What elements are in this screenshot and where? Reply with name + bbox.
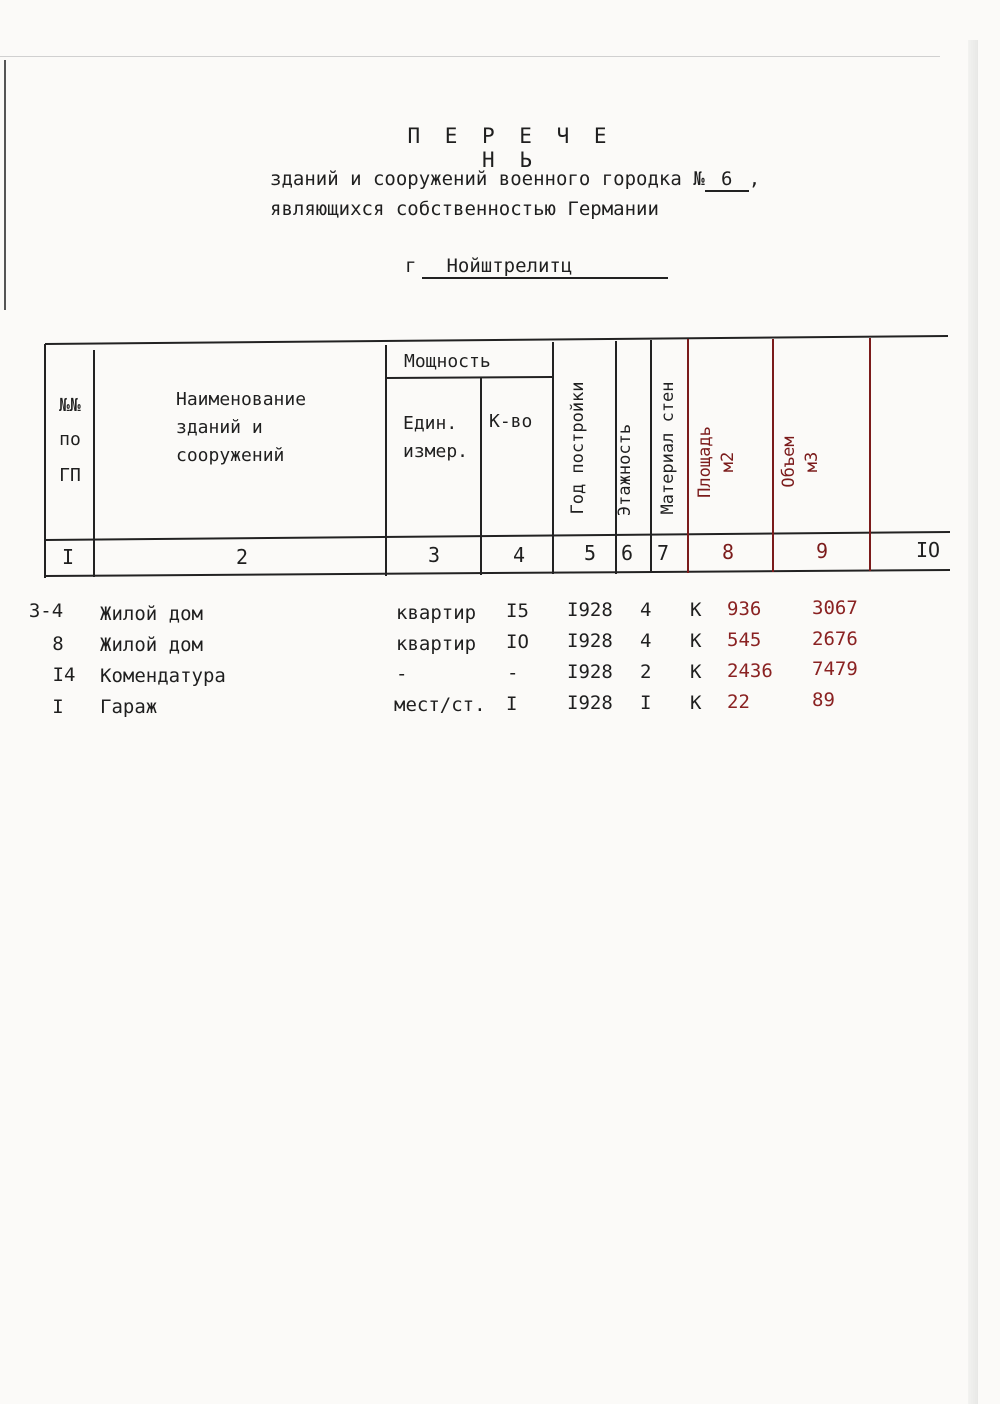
power-group-rule (387, 377, 552, 378)
col9-header (742, 398, 882, 528)
col3-header-line: измер. (403, 441, 469, 462)
row-gp: 3-4 (28, 600, 64, 622)
col2-header (176, 386, 306, 470)
row-volume: 3067 (812, 597, 858, 619)
row-material: К (690, 630, 702, 652)
row-gp: 8 (52, 633, 64, 655)
column-number: 9 (816, 539, 829, 563)
col8-header-line: Площадь (695, 426, 715, 498)
row-name: Гараж (100, 696, 158, 718)
row-volume: 89 (812, 689, 835, 711)
row-area: 22 (727, 691, 750, 713)
header-bottom-rule (45, 532, 950, 540)
document-title: П Е Р Е Ч Е Н Ь (407, 124, 613, 172)
subtitle-line-1-text: зданий и сооружений военного городка № (270, 168, 705, 190)
row-qty: I5 (506, 600, 529, 622)
row-qty: I (506, 693, 518, 715)
row-material: К (690, 692, 702, 714)
row-year: I928 (567, 661, 613, 683)
col1-header-line: по (59, 429, 81, 450)
power-group-header: Мощность (404, 351, 491, 372)
table-top-border (45, 336, 948, 344)
garrison-number: 6 (705, 168, 749, 192)
col5-header: Год постройки (568, 381, 588, 515)
column-number: 3 (428, 543, 441, 567)
column-number: 8 (722, 540, 735, 564)
col8-header-unit: м2 (718, 451, 738, 473)
city-name: Нойштрелитц (422, 255, 668, 279)
row-name: Комендатура (100, 665, 226, 687)
row-year: I928 (567, 599, 613, 621)
row-qty: IO (506, 631, 529, 653)
column-number: IO (916, 538, 941, 562)
column-number: 4 (513, 543, 526, 567)
column-number: 5 (584, 541, 597, 565)
col1-header (52, 392, 88, 490)
row-year: I928 (567, 630, 613, 652)
col9-header-line: Объем (779, 436, 799, 488)
row-volume: 7479 (812, 658, 858, 680)
row-unit: квартир (396, 602, 477, 624)
row-floors: 2 (640, 661, 652, 683)
row-material: К (690, 661, 702, 683)
col3-header-line: Един. (403, 413, 458, 434)
row-unit: квартир (396, 633, 477, 655)
col2-header-line: сооружений (176, 445, 285, 466)
row-area: 936 (727, 598, 762, 620)
col1-header-line: ГП (59, 465, 81, 486)
column-number: I (62, 545, 75, 569)
subtitle-line-1-suffix: , (748, 168, 761, 190)
row-floors: 4 (640, 599, 652, 621)
row-unit: мест/ст. (394, 694, 486, 716)
row-material: К (690, 599, 702, 621)
row-floors: I (640, 692, 652, 714)
row-name: Жилой дом (100, 603, 203, 625)
col6-header: Этажность (615, 423, 635, 517)
row-year: I928 (567, 692, 613, 714)
row-unit: - (396, 663, 408, 685)
col4-header: К-во (489, 411, 533, 432)
column-number: 6 (621, 541, 634, 565)
col1-header-line: №№ (59, 395, 81, 416)
col2-header-line: зданий и (176, 417, 263, 438)
col2-header-line: Наименование (176, 389, 307, 410)
row-floors: 4 (640, 630, 652, 652)
row-gp: I4 (52, 664, 76, 686)
city-prefix: г (405, 255, 417, 277)
column-number: 2 (236, 545, 249, 569)
column-number: 7 (657, 541, 670, 565)
subtitle-line-2: являющихся собственностью Германии (270, 198, 659, 220)
row-area: 545 (727, 629, 762, 651)
col7-header: Материал стен (658, 381, 678, 515)
col3-header (403, 410, 468, 466)
row-name: Жилой дом (100, 634, 203, 656)
row-area: 2436 (727, 660, 773, 682)
row-qty: - (507, 662, 519, 684)
col9-header-unit: м3 (802, 451, 822, 473)
table-bottom-rule (45, 570, 950, 576)
row-volume: 2676 (812, 628, 858, 650)
row-gp: I (52, 696, 64, 718)
